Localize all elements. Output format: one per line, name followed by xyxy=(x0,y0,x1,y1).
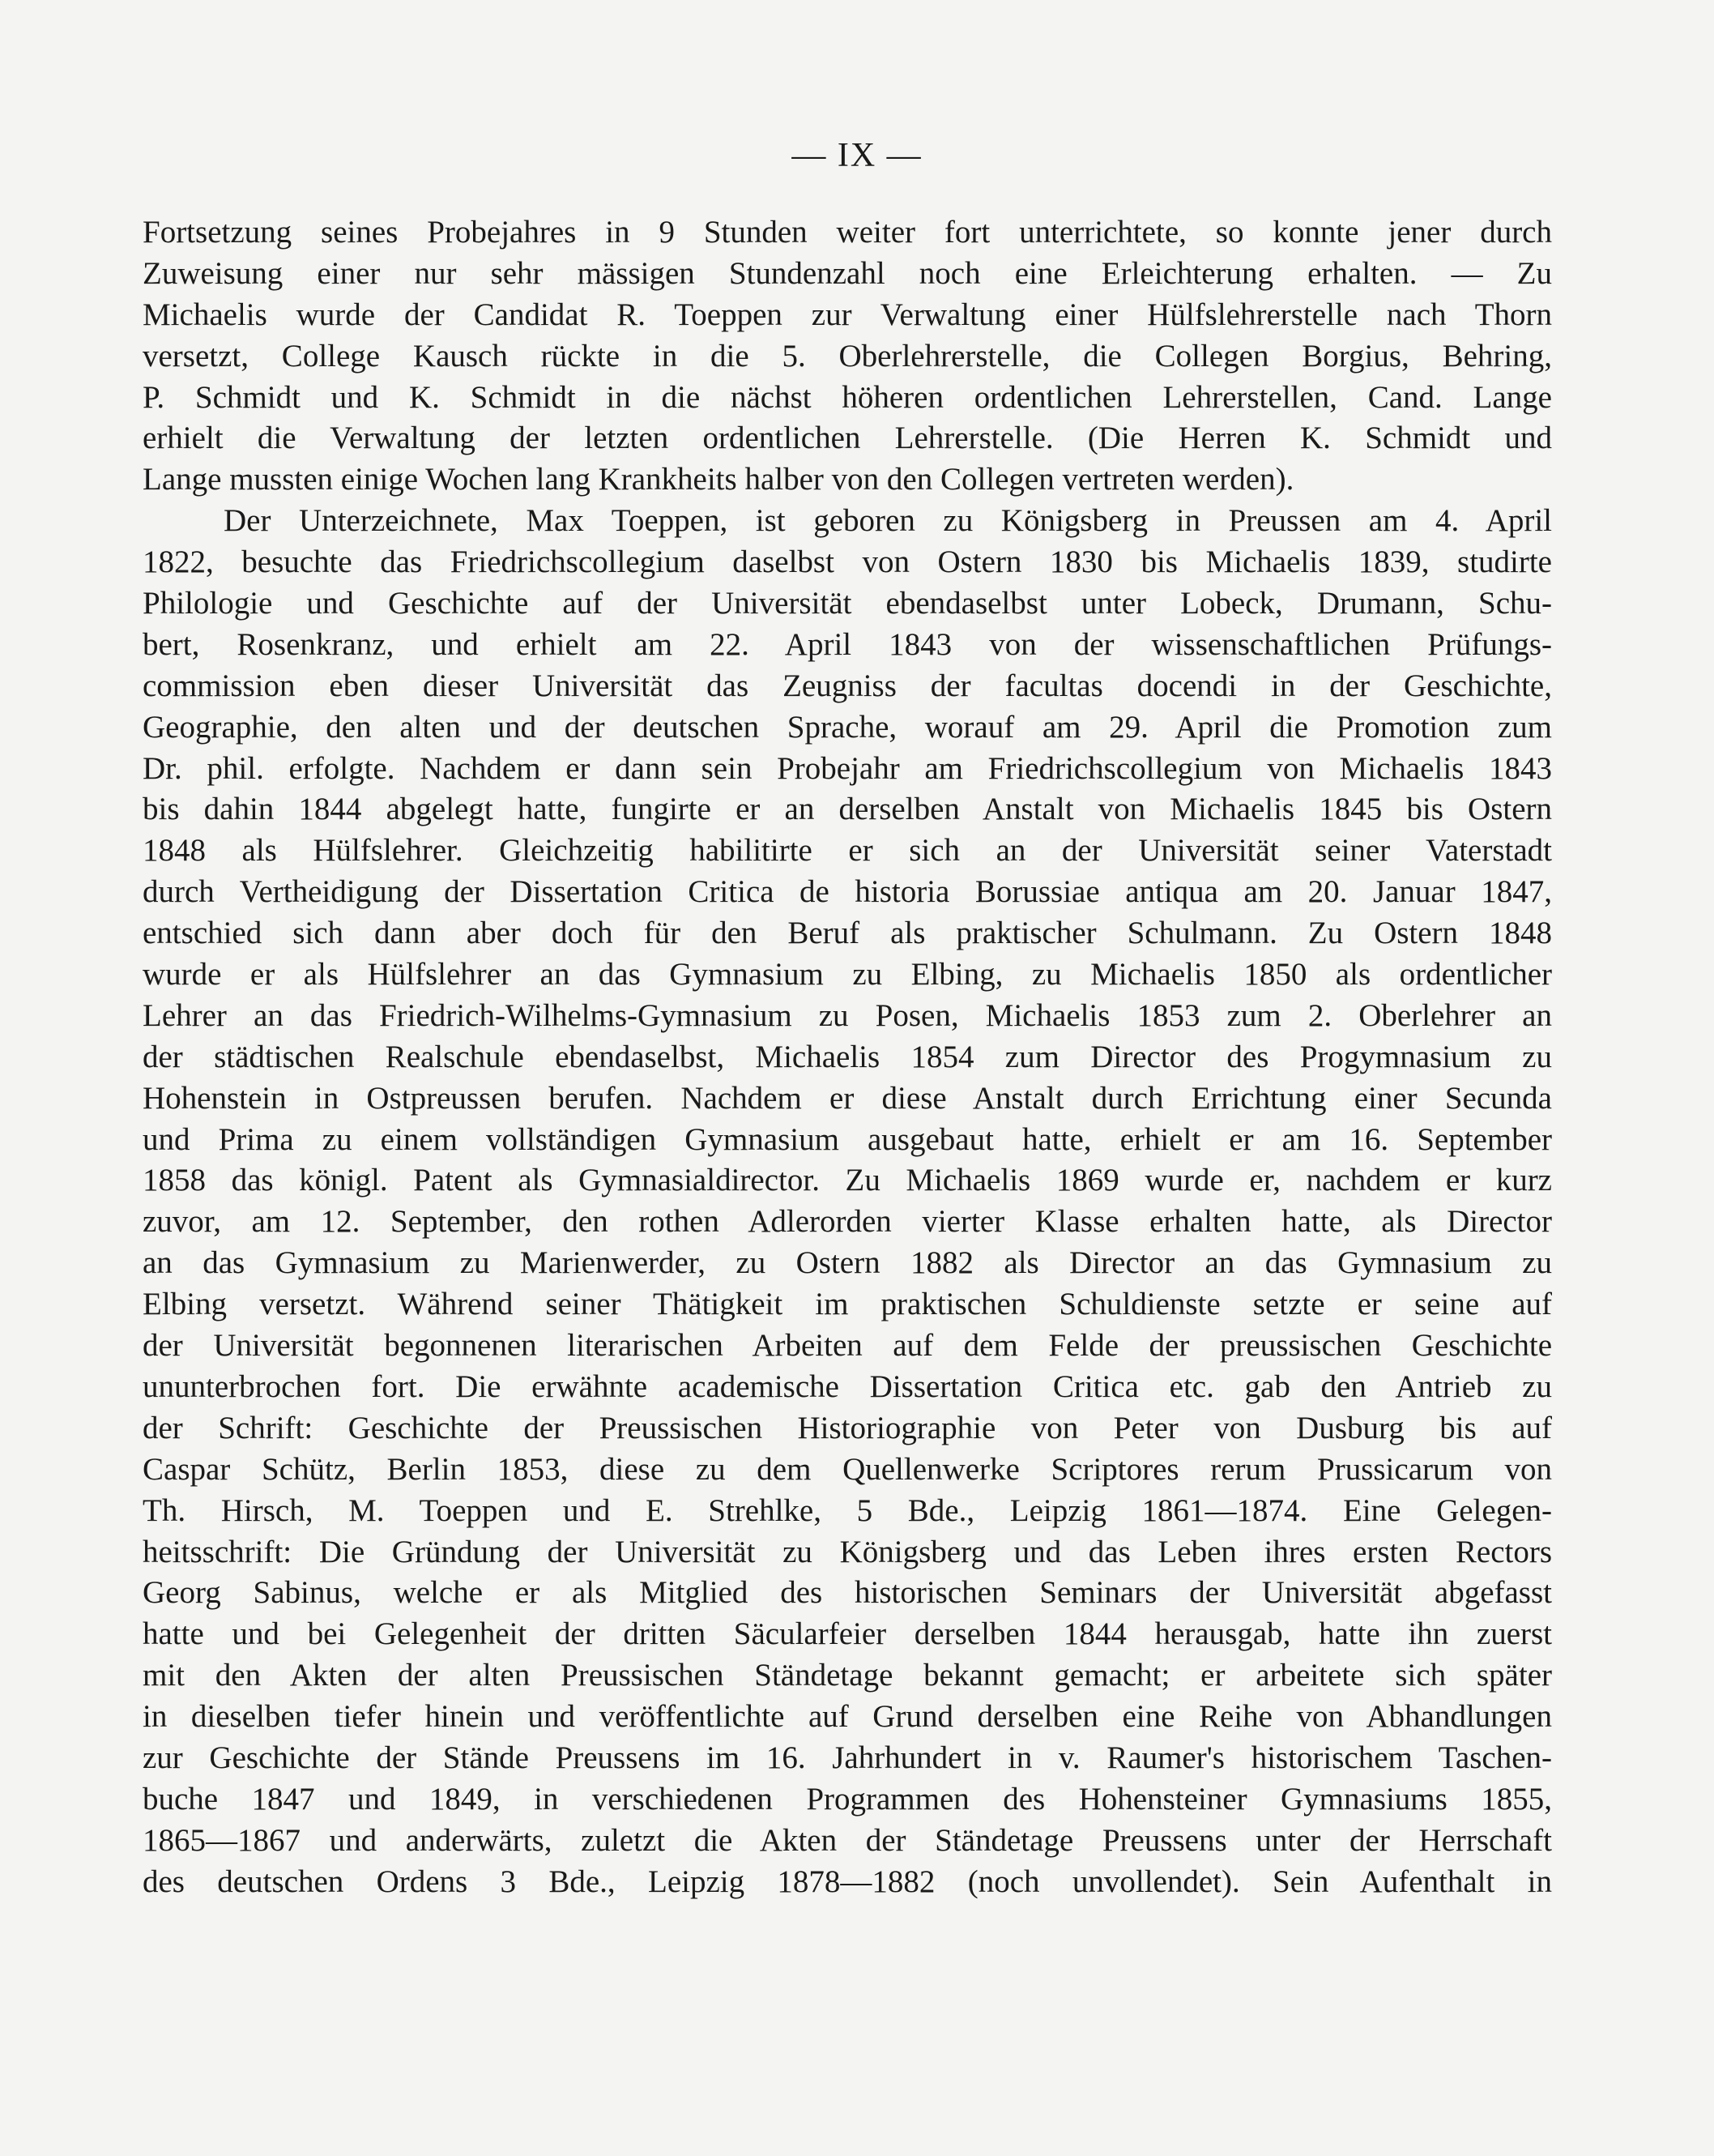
text-line: der städtischen Realschule ebendaselbst, Michaelis 1854 zum Director des Progymnasium zu xyxy=(143,1039,1552,1074)
text-line: versetzt, College Kausch rückte in die 5. Oberlehrerstelle, die Collegen Borgius, Behring, xyxy=(143,338,1552,374)
text-line: zuvor, am 12. September, den rothen Adlerorden vierter Klasse erhalten hatte, als Director xyxy=(143,1204,1552,1240)
text-line: 1858 das königl. Patent als Gymnasialdirector. Zu Michaelis 1869 wurde er, nachdem er kurz xyxy=(143,1163,1552,1198)
text-line: commission eben dieser Universität das Zeugniss der facultas docendi in der Geschichte, xyxy=(143,668,1552,703)
text-line: der Universität begonnenen literarischen Arbeiten auf dem Felde der preussischen Geschichte xyxy=(143,1328,1552,1364)
text-line: Lehrer an das Friedrich-Wilhelms-Gymnasium zu Posen, Michaelis 1853 zum 2. Oberlehrer an xyxy=(143,997,1552,1033)
text-line: 1848 als Hülfslehrer. Gleichzeitig habilitirte er sich an der Universität seiner Vaterstadt xyxy=(143,833,1552,869)
text-line: Georg Sabinus, welche er als Mitglied des historischen Seminars der Universität abgefasst xyxy=(143,1575,1552,1611)
text-line: hatte und bei Gelegenheit der dritten Säcularfeier derselben 1844 herausgab, hatte ihn zuerst xyxy=(143,1616,1552,1652)
text-line: heitsschrift: Die Gründung der Universität zu Königsberg und das Leben ihres ersten Rectors xyxy=(143,1534,1552,1569)
page-number: — IX — xyxy=(791,137,923,174)
text-line: erhielt die Verwaltung der letzten ordentlichen Lehrerstelle. (Die Herren K. Schmidt und xyxy=(143,421,1552,456)
text-line: Fortsetzung seines Probejahres in 9 Stunden weiter fort unterrichtete, so konnte jener durch xyxy=(143,215,1552,250)
text-line: 1822, besuchte das Friedrichscollegium daselbst von Ostern 1830 bis Michaelis 1839, studirte xyxy=(143,544,1552,580)
body-text xyxy=(143,212,1552,1903)
text-line: Geographie, den alten und der deutschen Sprache, worauf am 29. April die Promotion zum xyxy=(143,709,1552,745)
text-line: Philologie und Geschichte auf der Universität ebendaselbst unter Lobeck, Drumann, Schu- xyxy=(143,586,1552,621)
text-line: P. Schmidt und K. Schmidt in die nächst höheren ordentlichen Lehrerstellen, Cand. Lange xyxy=(143,379,1552,415)
text-line: Michaelis wurde der Candidat R. Toeppen zur Verwaltung einer Hülfslehrerstelle nach Thorn xyxy=(143,297,1552,332)
text-line: der Schrift: Geschichte der Preussischen Historiographie von Peter von Dusburg bis auf xyxy=(143,1410,1552,1445)
text-line: in dieselben tiefer hinein und veröffentlichte auf Grund derselben eine Reihe von Abhandlungen xyxy=(143,1699,1552,1735)
text-line: Caspar Schütz, Berlin 1853, diese zu dem Quellenwerke Scriptores rerum Prussicarum von xyxy=(143,1451,1552,1487)
text-line: Dr. phil. erfolgte. Nachdem er dann sein Probejahr am Friedrichscollegium von Michaelis 1843 xyxy=(143,750,1552,786)
text-line: Elbing versetzt. Während seiner Thätigkeit im praktischen Schuldienste setzte er seine auf xyxy=(143,1287,1552,1322)
paragraph-start-line: Der Unterzeichnete, Max Toeppen, ist geboren zu Königsberg in Preussen am 4. April xyxy=(224,503,1552,539)
text-line: Lange mussten einige Wochen lang Krankheits halber von den Collegen vertreten werden). xyxy=(143,462,1294,497)
text-line: mit den Akten der alten Preussischen Ständetage bekannt gemacht; er arbeitete sich später xyxy=(143,1658,1552,1693)
text-line: wurde er als Hülfslehrer an das Gymnasium zu Elbing, zu Michaelis 1850 als ordentlicher xyxy=(143,957,1552,993)
text-line: bis dahin 1844 abgelegt hatte, fungirte er an derselben Anstalt von Michaelis 1845 bis Ostern xyxy=(143,792,1552,827)
text-line: entschied sich dann aber doch für den Beruf als praktischer Schulmann. Zu Ostern 1848 xyxy=(143,916,1552,951)
text-line: Hohenstein in Ostpreussen berufen. Nachdem er diese Anstalt durch Errichtung einer Secunda xyxy=(143,1080,1552,1116)
text-line: zur Geschichte der Stände Preussens im 16. Jahrhundert in v. Raumer's historischem Taschen- xyxy=(143,1740,1552,1775)
text-line: durch Vertheidigung der Dissertation Critica de historia Borussiae antiqua am 20. Januar 1847, xyxy=(143,874,1552,910)
text-line: ununterbrochen fort. Die erwähnte academische Dissertation Critica etc. gab den Antrieb zu xyxy=(143,1368,1552,1404)
text-line: buche 1847 und 1849, in verschiedenen Programmen des Hohensteiner Gymnasiums 1855, xyxy=(143,1781,1552,1817)
text-line: bert, Rosenkranz, und erhielt am 22. April 1843 von der wissenschaftlichen Prüfungs- xyxy=(143,626,1552,662)
text-line: Th. Hirsch, M. Toeppen und E. Strehlke, 5 Bde., Leipzig 1861—1874. Eine Gelegen- xyxy=(143,1492,1552,1528)
text-line: an das Gymnasium zu Marienwerder, zu Ostern 1882 als Director an das Gymnasium zu xyxy=(143,1245,1552,1281)
text-line: des deutschen Ordens 3 Bde., Leipzig 1878—1882 (noch unvollendet). Sein Aufenthalt in xyxy=(143,1864,1552,1899)
text-line: und Prima zu einem vollständigen Gymnasium ausgebaut hatte, erhielt er am 16. September xyxy=(143,1121,1552,1157)
text-line: Zuweisung einer nur sehr mässigen Stundenzahl noch eine Erleichterung erhalten. — Zu xyxy=(143,255,1552,291)
text-line: 1865—1867 und anderwärts, zuletzt die Akten der Ständetage Preussens unter der Herrschaft xyxy=(143,1822,1552,1858)
